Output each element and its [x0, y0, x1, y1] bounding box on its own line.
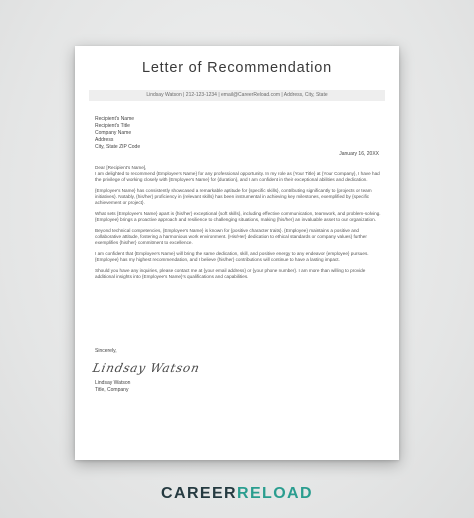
body-paragraph: I am delighted to recommend {Employee's Name} for any professional opportunity. In my role as {Your Title} at {Your Company}, I have had the privilege of working closely with {Employee's Name} for {duration}, and I am confident in their exceptional abilities and dedication. — [95, 171, 380, 183]
letter-date: January 16, 20XX — [339, 151, 379, 157]
recipient-address: Address — [95, 137, 114, 144]
body-paragraph: What sets {Employee's Name} apart is {his/her} exceptional {soft skills}, including effective communication, teamwork, and problem-solving. {Employee} brings a proactive approach and resilience to challenging situations, making {his/her} an invaluable asset to our organization. — [95, 211, 381, 223]
brand-logo-part2: RELOAD — [237, 485, 313, 502]
body-paragraph: Should you have any inquiries, please contact me at {your email address} or {your phone number}. I am more than willing to provide additional insights into {Employee's Name}'s qualifications and capabilities. — [95, 267, 366, 279]
letter-title: Letter of Recommendation — [141, 60, 333, 76]
salutation: Dear [Recipient's Name], — [95, 165, 147, 170]
recipient-title: Recipient's Title — [95, 123, 130, 130]
brand-logo — [0, 485, 474, 503]
signer-name: Lindsay Watson — [95, 380, 131, 386]
letter-page — [75, 46, 399, 460]
body-paragraph: Beyond technical competencies, {Employee's Name} is known for {positive character traits}. {Employee} maintains a positive and collaborative attitude, fostering a harmonious work environment. {His/Her} dedication to ethical standards or company values} further exemplifies {his/her} commitment to excellence. — [95, 227, 367, 246]
signature: Lindsay Watson — [91, 361, 202, 375]
recipient-company: Company Name — [95, 130, 132, 137]
closing: Sincerely, — [95, 348, 117, 354]
recipient-name: Recipient's Name — [95, 116, 135, 122]
brand-logo-part1: CAREER — [161, 485, 237, 502]
body-paragraph: I am confident that {Employee's Name} will bring the same dedication, skill, and positive energy to any endeavor {employee} pursues. {Employee} has my highest recommendation, and I believe {his/her} contributions will continue to have a lasting impact. — [95, 250, 369, 262]
contact-bar: Lindsay Watson | 212-123-1234 | email@CareerReload.com | Address, City, State — [89, 90, 385, 101]
recipient-block — [95, 116, 140, 151]
letter-body — [95, 165, 381, 284]
body-paragraph: {Employee's Name} has consistently showcased a remarkable aptitude for {specific skills}, contributing significantly to {projects or team initiatives}. Notably, {his/her} proficiency in {relevant skills} has been instrumental in achieving key milestones, exemplified by {specific achievement or project}. — [95, 188, 372, 206]
signer-title: Title, Company — [95, 387, 129, 393]
recipient-city-state-zip: City, State ZIP Code — [95, 144, 141, 151]
